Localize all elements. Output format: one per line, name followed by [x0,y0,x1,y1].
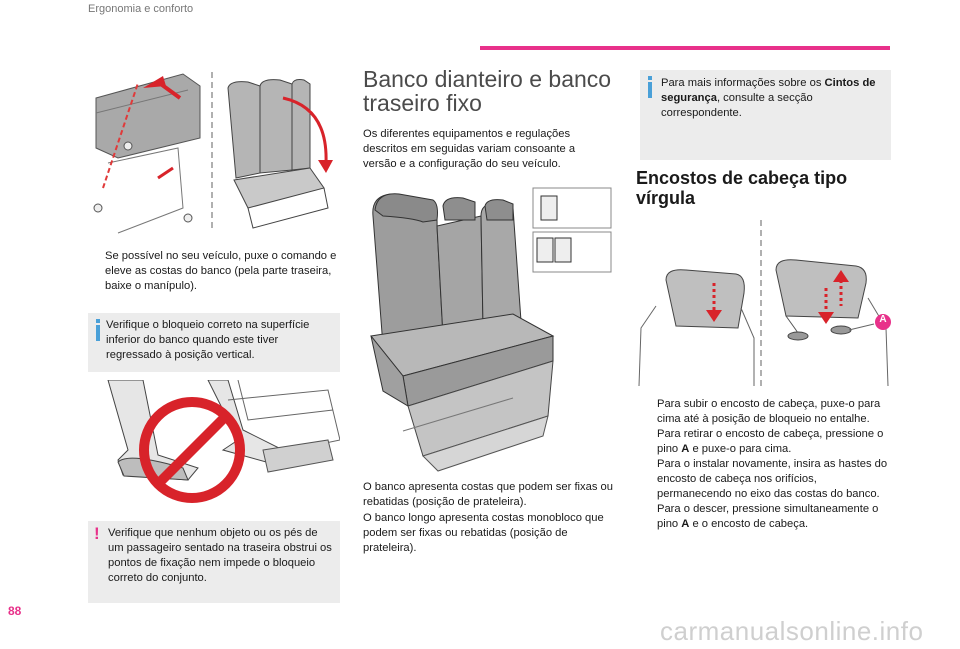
warning-icon: ! [94,524,100,543]
page-number: 88 [8,604,22,618]
headrest-illustration [636,218,891,388]
info-box-lock [88,313,340,372]
headrest-raise-text: Para subir o encosto de cabeça, puxe-o para cima até à posição de bloqueio no entalhe. [657,398,881,425]
headrest-remove-pre: Para retirar o encosto de cabeça, pressione o pino [657,428,884,455]
seat-fold-illustration [88,68,340,236]
bullet-remove-headrest [640,427,890,457]
headrest-remove-post: e puxe-o para cima. [689,443,792,455]
bullet-raise-text: Se possível no seu veículo, puxe o comando e eleve as costas do banco (pela parte traseira, baixe o manípulo). [105,250,337,292]
bullet-lower-headrest [640,502,890,532]
headrest-title-line-2: vírgula [636,188,696,208]
header-accent-bar [480,46,890,50]
warning-box-obstruct [88,521,340,603]
info-icon-dot [96,319,100,323]
bench-paragraph-1: O banco apresenta costas que podem ser fixas ou rebatidas (posição de prateleira). [363,481,614,508]
warn-obstruct-text: Verifique que nenhum objeto ou os pés de um passageiro sentado na traseira obstrui os pontos de fixação nem impede o bloqueio correto do conjunto. [108,527,332,584]
bench-seat-illustration [363,186,613,472]
info-seatbelts-pre: Para mais informações sobre os [661,77,825,89]
section-title-headrest [636,168,891,208]
headrest-install-text: Para o instalar novamente, insira as hastes do encosto de cabeça nos orifícios, permanecendo no eixo das costas do banco. [657,458,888,500]
headrest-lower-pin: A [681,518,690,530]
title-line-1: Banco dianteiro e banco [363,66,612,92]
headrest-lower-pre: Para o descer, pressione simultaneamente o pino [657,503,879,530]
info-seatbelts-post: , consulte a secção correspondente. [661,92,813,119]
info-icon-dot [648,76,652,80]
headrest-remove-pin: A [681,443,690,455]
bullet-raise-seat [88,249,350,294]
info-lock-text: Verifique o bloqueio correto na superfície inferior do banco quando este tiver regressado à posição vertical. [106,319,310,361]
info-box-seatbelts [640,70,891,160]
info-seatbelts-text [661,76,883,121]
headrest-instructions [640,397,890,532]
watermark: carmanualsonline.info [660,616,924,646]
info-icon [648,82,652,98]
pin-a-label: A [879,314,887,325]
bullet-install-headrest [640,457,890,502]
section-header: Ergonomia e conforto [88,3,194,15]
intro-paragraph: Os diferentes equipamentos e regulações descritos em seguidas variam consoante a versão e a configuração do seu veículo. [363,128,576,170]
title-line-2: traseiro fixo [363,90,482,116]
bullet-raise-headrest [640,397,890,427]
headrest-title-line-1: Encostos de cabeça tipo [636,168,848,188]
info-icon [96,325,100,341]
bench-paragraph-2: O banco longo apresenta costas monobloco que podem ser fixas ou rebatidas (posição de prateleira). [363,512,604,554]
headrest-lower-post: e o encosto de cabeça. [689,518,809,530]
info-seatbelts-link: Cintos de segurança [661,77,876,104]
section-title-bench [363,67,613,115]
no-feet-illustration [88,380,340,512]
